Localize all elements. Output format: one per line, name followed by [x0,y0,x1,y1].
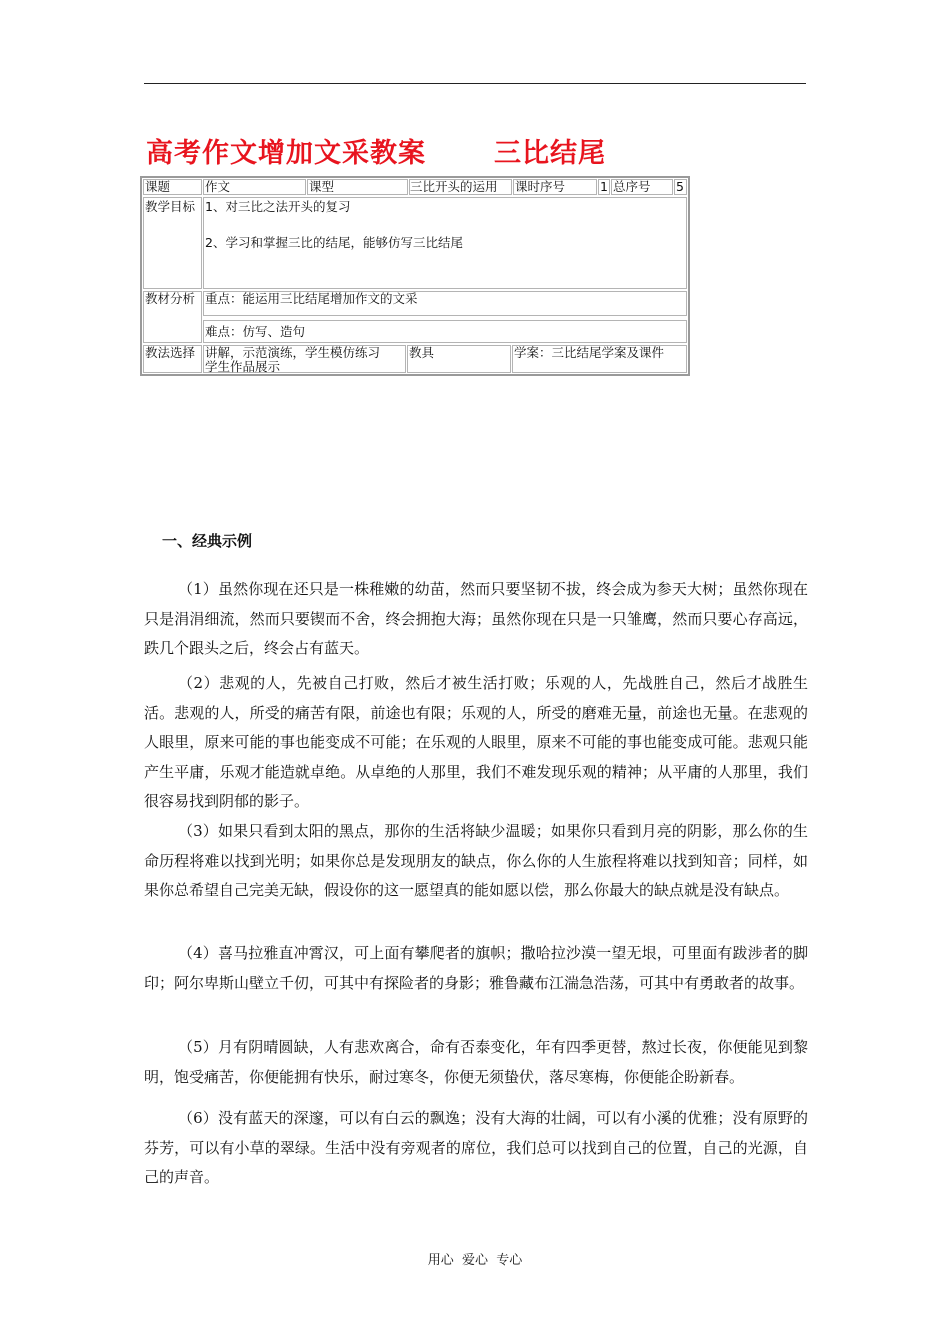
section-heading: 一、经典示例 [162,532,253,550]
example-paragraph-4: （4）喜马拉雅直冲霄汉，可上面有攀爬者的旗帜；撒哈拉沙漠一望无垠，可里面有跋涉者的脚印；阿尔卑斯山壁立千仞，可其中有探险者的身影；雅鲁藏布江湍急浩荡，可其中有勇敢者的故事。 [144,944,808,992]
goal-item-2: 2、学习和掌握三比的结尾，能够仿写三比结尾 [205,235,463,250]
value-type: 三比开头的运用 [410,179,498,194]
label-methods: 教法选择 [145,345,196,360]
label-type: 课型 [309,179,335,194]
methods-line-2: 学生作品展示 [205,359,281,374]
label-goals: 教学目标 [145,199,196,214]
example-paragraph-1: （1）虽然你现在还只是一株稚嫩的幼苗，然而只要坚韧不拔，终会成为参天大树；虽然你现在只是涓涓细流，然而只要锲而不舍，终会拥抱大海；虽然你现在只是一只雏鹰，然而只要心存高远，跌几个跟头之后，终会占有蓝天。 [144,580,808,657]
label-topic: 课题 [145,179,171,194]
label-period: 课时序号 [515,179,566,194]
methods-line-1: 讲解，示范演练，学生模仿练习 [205,345,381,360]
goal-item-1: 1、对三比之法开头的复习 [205,199,351,214]
page-title [146,131,606,170]
label-total: 总序号 [613,179,651,194]
difficulty: 难点：仿写、造句 [205,324,306,339]
value-total: 5 [676,179,684,194]
title-sub: 三比结尾 [494,138,606,169]
value-period: 1 [600,179,608,194]
value-tools: 学案：三比结尾学案及课件 [514,345,665,360]
example-paragraph-6: （6）没有蓝天的深邃，可以有白云的飘逸；没有大海的壮阔，可以有小溪的优雅；没有原野的芬芳，可以有小草的翠绿。生活中没有旁观者的席位，我们总可以找到自己的位置，自己的光源，自己的声音。 [144,1109,808,1186]
label-tools: 教具 [409,345,435,360]
value-topic: 作文 [205,179,231,194]
key-point: 重点：能运用三比结尾增加作文的文采 [205,291,418,306]
example-paragraph-3: （3）如果只看到太阳的黑点，那你的生活将缺少温暖；如果你只看到月亮的阴影，那么你的生命历程将难以找到光明；如果你总是发现朋友的缺点，你么你的人生旅程将难以找到知音；同样，如果你总希望自己完美无缺，假设你的这一愿望真的能如愿以偿，那么你最大的缺点就是没有缺点。 [144,822,808,899]
example-paragraph-2: （2）悲观的人，先被自己打败，然后才被生活打败；乐观的人，先战胜自己，然后才战胜生活。悲观的人，所受的痛苦有限，前途也有限；乐观的人，所受的磨难无量，前途也无量。在悲观的人眼里，原来可能的事也能变成不可能；在乐观的人眼里，原来不可能的事也能变成可能。悲观只能产生平庸，乐观才能造就卓绝。从卓绝的人那里，我们不难发现乐观的精神；从平庸的人那里，我们很容易找到阴郁的影子。 [144,674,808,810]
header-rule [144,83,806,84]
label-analysis: 教材分析 [145,291,196,306]
title-main: 高考作文增加文采教案 [146,138,426,169]
example-paragraph-5: （5）月有阴晴圆缺，人有悲欢离合，命有否泰变化，年有四季更替，熬过长夜，你便能见到黎明，饱受痛苦，你便能拥有快乐，耐过寒冬，你便无须蛰伏，落尽寒梅，你便能企盼新春。 [144,1038,808,1086]
lesson-info-table [140,176,690,376]
page-footer: 用心 爱心 专心 [427,1253,523,1268]
